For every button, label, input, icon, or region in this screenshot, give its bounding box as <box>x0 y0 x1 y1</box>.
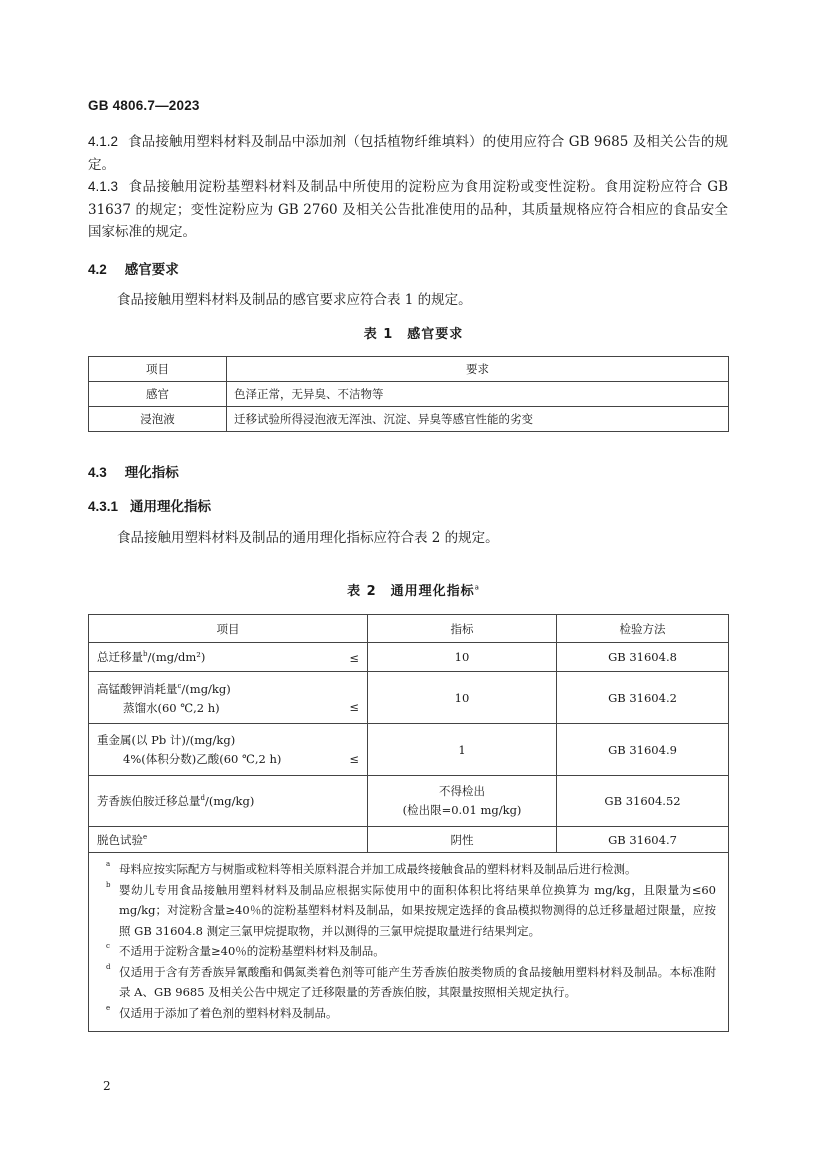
column-header: 检验方法 <box>557 615 729 643</box>
item-condition: 蒸馏水(60 ℃,2 h) <box>123 700 220 715</box>
footnote-text: 婴幼儿专用食品接触用塑料材料及制品应根据实际使用中的面积体积比将结果单位换算为 mg/kg，且限量为≤60 mg/kg；对淀粉含量≥40％的淀粉基塑料材料及制品，如果按规定选择的食品模拟物测得的总迁移量超过限量，应按照 GB 31604.8 测定三氯甲烷提取物，并以测得的三氯甲烷提取量进行结果判定。 <box>119 882 716 938</box>
table2-caption <box>0 580 827 599</box>
table-row <box>89 643 729 672</box>
less-or-equal-symbol: ≤ <box>349 651 359 665</box>
section-title: 通用理化指标 <box>130 499 212 515</box>
section-number: 4.3.1 <box>88 499 119 514</box>
table-row <box>89 724 729 776</box>
footnote <box>106 859 716 880</box>
table-footnotes <box>89 853 729 1032</box>
footnote-mark: e <box>143 832 148 841</box>
section-title: 感官要求 <box>124 262 179 278</box>
less-or-equal-symbol: ≤ <box>349 700 359 714</box>
test-method: GB 31604.2 <box>557 672 729 724</box>
standard-code-header: GB 4806.7—2023 <box>88 98 200 113</box>
row-item: 浸泡液 <box>89 407 227 432</box>
footnote <box>106 1003 716 1024</box>
limit-text: 不得检出 <box>439 784 485 798</box>
column-header: 指标 <box>368 615 557 643</box>
item-unit: /(mg/kg) <box>181 681 231 696</box>
column-header: 要求 <box>227 357 729 382</box>
footnote-mark: c <box>106 942 110 950</box>
limit-value <box>368 776 557 827</box>
footnote-text: 仅适用于含有芳香族异氰酸酯和偶氮类着色剂等可能产生芳香族伯胺类物质的食品接触用塑料材料及制品。本标准附录 A、GB 9685 及相关公告中规定了迁移限量的芳香族伯胺，其限量按照相关规定执行。 <box>119 964 716 999</box>
section-number: 4.3 <box>88 465 107 480</box>
column-header: 项目 <box>89 357 227 382</box>
limit-value: 10 <box>368 672 557 724</box>
row-item <box>89 724 368 776</box>
table-row <box>89 672 729 724</box>
table-row <box>89 382 729 407</box>
clause-text: 食品接触用淀粉基塑料材料及制品中所使用的淀粉应为食用淀粉或变性淀粉。食用淀粉应符合 GB 31637 的规定；变性淀粉应为 GB 2760 及相关公告批准使用的品种，其质量规格应符合相应的食品安全国家标准的规定。 <box>88 179 728 240</box>
row-requirement: 色泽正常，无异臭、不洁物等 <box>227 382 729 407</box>
limit-value: 10 <box>368 643 557 672</box>
clause-number: 4.1.3 <box>88 179 119 194</box>
footnote-mark: c <box>177 682 182 691</box>
table-header-row <box>89 615 729 643</box>
item-name: 总迁移量 <box>97 650 143 664</box>
section-heading-4-3 <box>88 461 179 481</box>
less-or-equal-symbol: ≤ <box>349 752 359 766</box>
physicochemical-indicators-table <box>88 614 729 1032</box>
footnotes-row <box>89 853 729 1032</box>
item-name: 芳香族伯胺迁移总量 <box>97 794 201 808</box>
clause-number: 4.1.2 <box>88 134 119 149</box>
row-requirement: 迁移试验所得浸泡液无浑浊、沉淀、异臭等感官性能的劣变 <box>227 407 729 432</box>
column-header: 项目 <box>89 615 368 643</box>
section-4-2-intro: 食品接触用塑料材料及制品的感官要求应符合表 1 的规定。 <box>117 292 472 308</box>
item-unit: /(mg/dm²) <box>147 650 206 664</box>
section-title: 理化指标 <box>124 465 179 481</box>
clause-text: 食品接触用塑料材料及制品中添加剂（包括植物纤维填料）的使用应符合 GB 9685 及相关公告的规定。 <box>88 134 728 173</box>
footnote-mark: a <box>106 860 111 868</box>
section-number: 4.2 <box>88 262 107 277</box>
table-row <box>89 776 729 827</box>
footnote <box>106 962 716 1003</box>
test-method: GB 31604.9 <box>557 724 729 776</box>
row-item <box>89 643 368 672</box>
detection-limit: (检出限=0.01 mg/kg) <box>402 803 522 817</box>
test-method: GB 31604.8 <box>557 643 729 672</box>
clause-4-1-2 <box>88 131 728 176</box>
section-heading-4-2 <box>88 258 179 278</box>
item-name: 脱色试验 <box>97 832 143 847</box>
footnote-mark: a <box>474 583 480 592</box>
footnote-mark: d <box>106 962 111 971</box>
row-item <box>89 672 368 724</box>
footnote-mark: b <box>106 880 111 889</box>
footnote-mark: d <box>200 794 205 803</box>
row-item <box>89 827 368 853</box>
limit-value: 阴性 <box>368 827 557 853</box>
test-method: GB 31604.7 <box>557 827 729 853</box>
section-heading-4-3-1 <box>88 495 211 515</box>
footnote <box>106 880 716 942</box>
row-item <box>89 776 368 827</box>
limit-value: 1 <box>368 724 557 776</box>
clause-4-1-3 <box>88 176 728 244</box>
footnote-mark: b <box>143 650 148 659</box>
table-header-row <box>89 357 729 382</box>
footnote-text: 仅适用于添加了着色剂的塑料材料及制品。 <box>119 1005 338 1020</box>
footnote-text: 母料应按实际配方与树脂或粒料等相关原料混合并加工成最终接触食品的塑料材料及制品后进行检测。 <box>119 862 637 876</box>
item-name: 重金属(以 Pb 计) <box>97 732 186 747</box>
section-4-3-1-intro: 食品接触用塑料材料及制品的通用理化指标应符合表 2 的规定。 <box>117 530 499 546</box>
test-method: GB 31604.52 <box>557 776 729 827</box>
footnote-mark: e <box>106 1003 111 1012</box>
sensory-requirements-table <box>88 356 729 432</box>
page-number: 2 <box>103 1079 111 1093</box>
item-name: 高锰酸钾消耗量 <box>97 681 178 696</box>
table-row <box>89 827 729 853</box>
item-condition: 4%(体积分数)乙酸(60 ℃,2 h) <box>123 751 282 766</box>
caption-text: 表 2 通用理化指标 <box>347 584 475 599</box>
item-unit: /(mg/kg) <box>204 794 255 808</box>
row-item: 感官 <box>89 382 227 407</box>
item-unit: /(mg/kg) <box>185 732 236 747</box>
table1-caption: 表 1 感官要求 <box>363 327 464 342</box>
footnote-text: 不适用于淀粉含量≥40％的淀粉基塑料材料及制品。 <box>119 944 385 958</box>
table-row <box>89 407 729 432</box>
footnote <box>106 941 716 962</box>
